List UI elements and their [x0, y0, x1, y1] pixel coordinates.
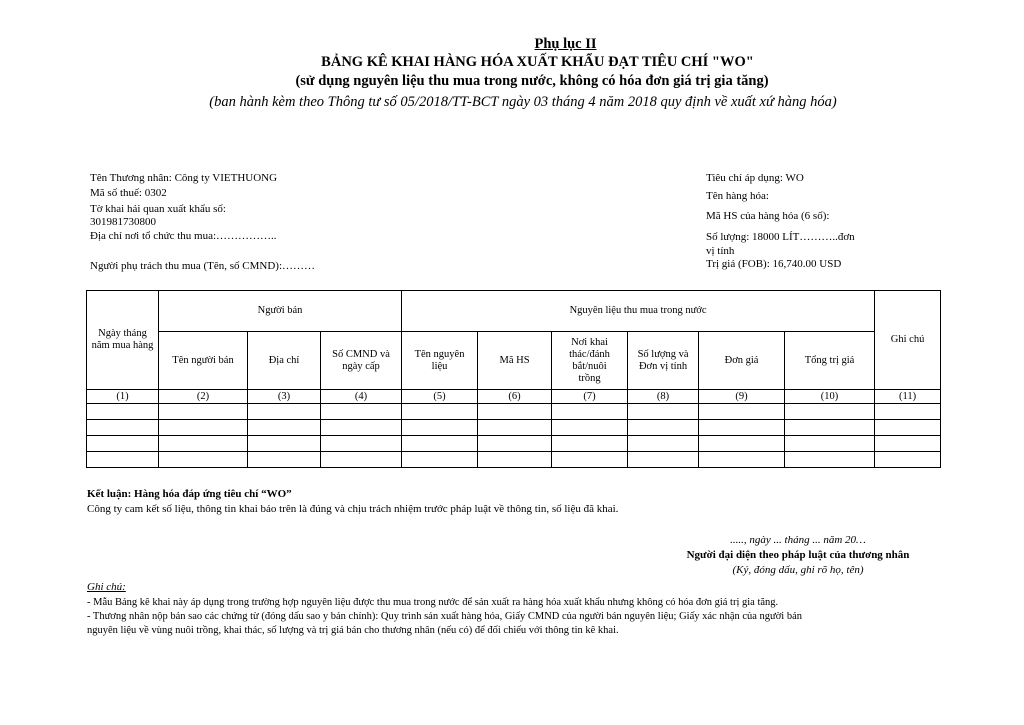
table-cell — [87, 404, 159, 420]
signature-date: ....., ngày ... tháng ... năm 20… — [730, 534, 866, 546]
notes-line: - Mẫu Bảng kê khai này áp dụng trong trường hợp nguyên liệu được thu mua trong nước để sản xuất ra hàng hóa xuất khẩu nhưng không có hóa đơn giá trị gia tăng. — [87, 597, 779, 608]
customs-declaration-number: 301981730800 — [90, 216, 156, 228]
col-number: (9) — [699, 390, 785, 404]
table-row — [87, 452, 941, 468]
goods-name: Tên hàng hóa: — [706, 190, 769, 202]
table-cell — [248, 452, 321, 468]
table-cell — [321, 404, 402, 420]
col-number: (4) — [321, 390, 402, 404]
trader-name: Tên Thương nhân: Công ty VIETHUONG — [90, 172, 278, 184]
table-cell — [699, 404, 785, 420]
table-cell — [402, 452, 478, 468]
col-quantity-unit: Số lượng và Đơn vị tính — [628, 332, 699, 390]
table-cell — [628, 452, 699, 468]
table-cell — [402, 420, 478, 436]
fob-value: Trị giá (FOB): 16,740.00 USD — [706, 258, 842, 270]
notes-line: nguyên liệu về vùng nuôi trồng, khai thác, số lượng và trị giá bán cho thương nhân (nếu có) để đối chiếu với thông tin kê khai. — [87, 625, 619, 636]
criterion: Tiêu chí áp dụng: WO — [706, 172, 804, 184]
table-cell — [478, 436, 552, 452]
document-subtitle: (sử dụng nguyên liệu thu mua trong nước, không có hóa đơn giá trị gia tăng) — [295, 73, 769, 89]
hs-code: Mã HS của hàng hóa (6 số): — [706, 210, 830, 222]
table-cell — [159, 420, 248, 436]
signature-note: (Ký, đóng dấu, ghi rõ họ, tên) — [732, 564, 864, 576]
col-number: (11) — [875, 390, 941, 404]
table-cell — [552, 404, 628, 420]
table-cell — [785, 404, 875, 420]
table-cell — [248, 436, 321, 452]
col-number: (2) — [159, 390, 248, 404]
col-purchase-date: Ngày tháng năm mua hàng — [87, 291, 159, 390]
col-hs-code: Mã HS — [478, 332, 552, 390]
table-cell — [628, 404, 699, 420]
table-cell — [478, 404, 552, 420]
table-cell — [552, 420, 628, 436]
table-cell — [321, 452, 402, 468]
table-cell — [699, 452, 785, 468]
group-seller: Người bán — [159, 291, 402, 332]
purchase-address: Địa chỉ nơi tổ chức thu mua:…………….. — [90, 230, 277, 242]
tax-code: Mã số thuế: 0302 — [90, 187, 167, 199]
col-number: (6) — [478, 390, 552, 404]
conclusion-commitment: Công ty cam kết số liệu, thông tin khai báo trên là đúng và chịu trách nhiệm trước pháp luật về thông tin, số liệu đã khai. — [87, 503, 619, 515]
col-number: (3) — [248, 390, 321, 404]
table-cell — [875, 452, 941, 468]
col-notes: Ghi chú — [875, 291, 941, 390]
table-cell — [628, 420, 699, 436]
table-row — [87, 436, 941, 452]
table-row — [87, 420, 941, 436]
col-address: Địa chỉ — [248, 332, 321, 390]
table-cell — [159, 404, 248, 420]
table-cell — [87, 452, 159, 468]
table-cell — [552, 436, 628, 452]
table-row — [87, 404, 941, 420]
table-cell — [402, 404, 478, 420]
appendix-label: Phụ lục II — [534, 36, 597, 52]
table-cell — [785, 420, 875, 436]
signature-signer: Người đại diện theo pháp luật của thương nhân — [686, 549, 910, 561]
col-number: (1) — [87, 390, 159, 404]
issuance-note: (ban hành kèm theo Thông tư số 05/2018/TT-BCT ngày 03 tháng 4 năm 2018 quy định về xuất xứ hàng hóa) — [209, 94, 837, 110]
table-cell — [159, 436, 248, 452]
table-cell — [321, 420, 402, 436]
col-unit-price: Đơn giá — [699, 332, 785, 390]
table-cell — [785, 452, 875, 468]
table-cell — [699, 436, 785, 452]
col-total-value: Tổng trị giá — [785, 332, 875, 390]
col-number: (8) — [628, 390, 699, 404]
table-cell — [402, 436, 478, 452]
table-cell — [552, 452, 628, 468]
col-number: (10) — [785, 390, 875, 404]
table-cell — [478, 452, 552, 468]
table-cell — [87, 436, 159, 452]
group-material: Nguyên liệu thu mua trong nước — [402, 291, 875, 332]
table-cell — [478, 420, 552, 436]
document-title: BẢNG KÊ KHAI HÀNG HÓA XUẤT KHẨU ĐẠT TIÊU CHÍ "WO" — [321, 54, 754, 70]
table-cell — [159, 452, 248, 468]
table-cell — [875, 404, 941, 420]
table-cell — [875, 420, 941, 436]
col-number: (5) — [402, 390, 478, 404]
col-id-card: Số CMND và ngày cấp — [321, 332, 402, 390]
table-cell — [875, 436, 941, 452]
col-seller-name: Tên người bán — [159, 332, 248, 390]
purchase-manager: Người phụ trách thu mua (Tên, số CMND):……… — [90, 260, 316, 272]
col-number: (7) — [552, 390, 628, 404]
conclusion-heading: Kết luận: Hàng hóa đáp ứng tiêu chí “WO” — [87, 488, 292, 500]
declaration-table — [86, 290, 941, 468]
table-cell — [785, 436, 875, 452]
col-origin-place: Nơi khai thác/đánh bắt/nuôi trồng — [552, 332, 628, 390]
customs-declaration-label: Tờ khai hải quan xuất khẩu số: — [90, 203, 226, 215]
notes-heading: Ghi chú: — [87, 581, 126, 593]
notes-line: - Thương nhân nộp bản sao các chứng từ (đóng dấu sao y bản chính): Quy trình sản xuất hàng hóa, Giấy CMND của người bán nguyên liệu; Giấy xác nhận của người bán — [87, 611, 802, 622]
table-cell — [628, 436, 699, 452]
quantity: Số lượng: 18000 LÍT………..đơn — [706, 231, 855, 243]
col-material-name: Tên nguyên liệu — [402, 332, 478, 390]
table-cell — [321, 436, 402, 452]
quantity-unit: vị tính — [706, 245, 735, 257]
table-cell — [699, 420, 785, 436]
table-cell — [248, 404, 321, 420]
table-cell — [248, 420, 321, 436]
table-cell — [87, 420, 159, 436]
